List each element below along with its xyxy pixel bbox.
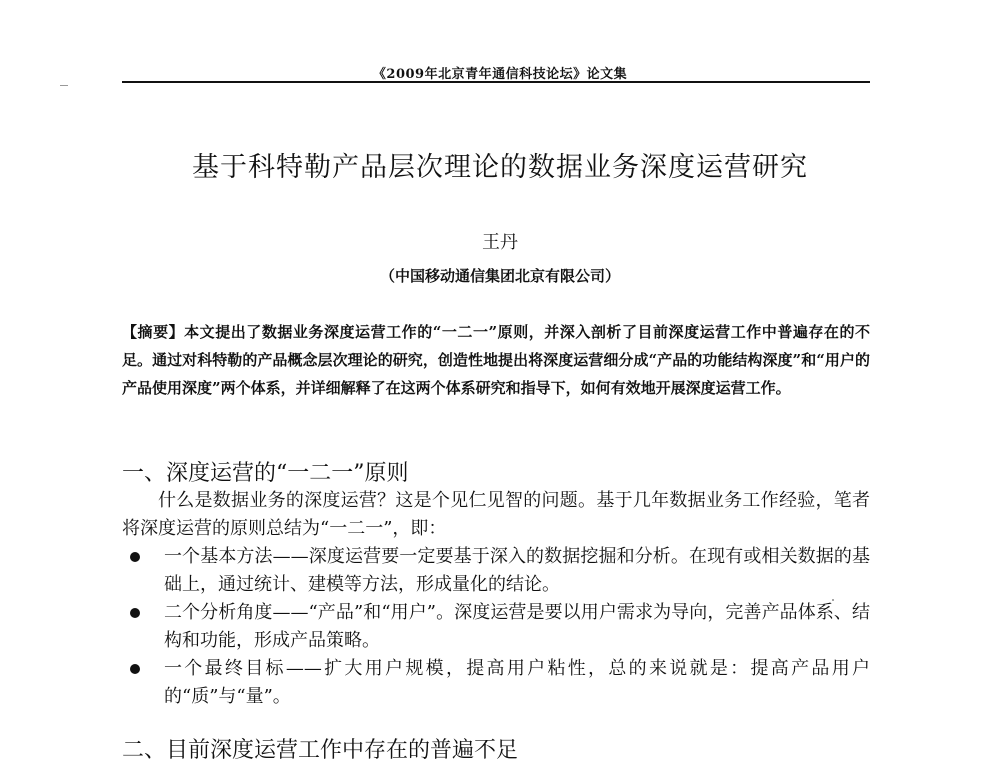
section-1-intro: 什么是数据业务的深度运营？这是个见仁见智的问题。基于几年数据业务工作经验，笔者将深度运营的原则总结为“一二一”，即：: [122, 490, 870, 539]
header-rule: [122, 81, 870, 83]
list-item: [122, 655, 870, 711]
list-item-text: 二个分析角度——“产品”和“用户”。深度运营是要以用户需求为导向，完善产品体系、结构和功能，形成产品策略。: [164, 602, 870, 651]
list-item-text: 一个基本方法——深度运营要一定要基于深入的数据挖掘和分析。在现有或相关数据的基础上，通过统计、建模等方法，形成量化的结论。: [164, 546, 870, 595]
abstract-paragraph: 【摘要】本文提出了数据业务深度运营工作的“一二一”原则，并深入剖析了目前深度运营工作中普遍存在的不足。通过对科特勒的产品概念层次理论的研究，创造性地提出将深度运营细分成“产品的功能结构深度”和“用户的产品使用深度”两个体系，并详细解释了在这两个体系研究和指导下，如何有效地开展深度运营工作。: [122, 323, 870, 397]
list-item-text: 一个最终目标——扩大用户规模，提高用户粘性，总的来说就是：提高产品用户的“质”与“量”。: [164, 658, 870, 707]
principle-list: [122, 543, 870, 711]
section-heading-1: 一、深度运营的“一二一”原则: [122, 461, 409, 486]
author-affiliation: （中国移动通信集团北京有限公司）: [379, 267, 620, 285]
section-heading-2: 二、目前深度运营工作中存在的普遍不足: [122, 738, 519, 763]
list-item: [122, 599, 870, 655]
bullet-icon: [130, 608, 140, 618]
bullet-icon: [130, 552, 140, 562]
author-name: 王丹: [482, 232, 518, 253]
running-header: 《2009年北京青年通信科技论坛》论文集: [372, 67, 628, 82]
scan-speck: [832, 599, 834, 601]
scan-mark: [60, 85, 68, 86]
bullet-icon: [130, 664, 140, 674]
list-item: [122, 543, 870, 599]
paper-title: 基于科特勒产品层次理论的数据业务深度运营研究: [192, 152, 808, 183]
